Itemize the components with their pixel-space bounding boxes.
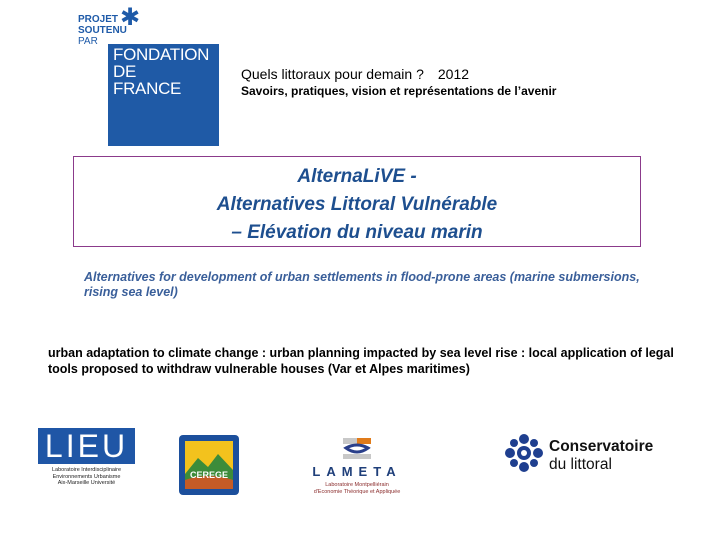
lameta-caption-line-2: d'Economie Théorique et Appliquée	[313, 488, 401, 495]
project-title-line-3: – Elévation du niveau marin	[231, 222, 483, 243]
cerege-name: CEREGE	[189, 470, 228, 480]
lameta-logo	[296, 434, 418, 496]
lieu-logo-caption	[38, 467, 135, 487]
cerege-emblem-icon	[178, 434, 240, 496]
conference-title	[241, 66, 469, 82]
lieu-caption-line-2: Environnements Urbanisme	[52, 473, 121, 480]
conference-title-text: Quels littoraux pour demain ?	[241, 66, 424, 82]
projet-line-2: SOUTENU	[78, 25, 127, 36]
conference-year: 2012	[437, 66, 470, 82]
fondation-line-3: FRANCE	[113, 79, 182, 98]
asterisk-icon: ✱	[120, 4, 141, 31]
fondation-de-france-logo	[108, 44, 219, 146]
lameta-caption	[296, 482, 418, 495]
project-title-line-1: AlternaLiVE -	[297, 166, 417, 187]
conservatoire-du-littoral-logo	[503, 432, 663, 476]
project-title-line-2: Alternatives Littoral Vulnérable	[216, 194, 498, 215]
projet-line-1: PROJET	[78, 14, 119, 25]
lameta-emblem-icon	[296, 434, 418, 464]
lieu-logo	[38, 428, 135, 494]
english-description: Alternatives for development of urban settlements in flood-prone areas (marine submersions, rising sea level)	[84, 270, 640, 299]
conservatoire-line-2: du littoral	[549, 456, 612, 473]
conservatoire-name	[549, 438, 653, 474]
conservatoire-line-1: Conservatoire	[549, 438, 654, 455]
cerege-logo	[178, 434, 240, 496]
lieu-logo-name: LIEU	[38, 428, 135, 464]
fondation-line-2: DE	[113, 62, 137, 81]
lieu-caption-line-3: Aix-Marseille Université	[57, 480, 116, 486]
lieu-caption-line-1: Laboratoire Interdisciplinaire	[51, 467, 122, 473]
lameta-name: LAMETA	[312, 464, 402, 479]
conservatoire-emblem-icon	[503, 432, 545, 474]
projet-line-3: PAR	[78, 36, 98, 47]
lameta-caption-line-1: Laboratoire Montpelliérain	[325, 482, 389, 488]
project-title-box	[73, 156, 641, 247]
project-summary: urban adaptation to climate change : urban planning impacted by sea level rise : local application of legal tools proposed to withdraw vulnerable houses (Var et Alpes maritimes)	[48, 346, 674, 376]
fondation-line-1: FONDATION	[113, 45, 210, 64]
conference-subtitle: Savoirs, pratiques, vision et représentations de l’avenir	[241, 84, 557, 98]
